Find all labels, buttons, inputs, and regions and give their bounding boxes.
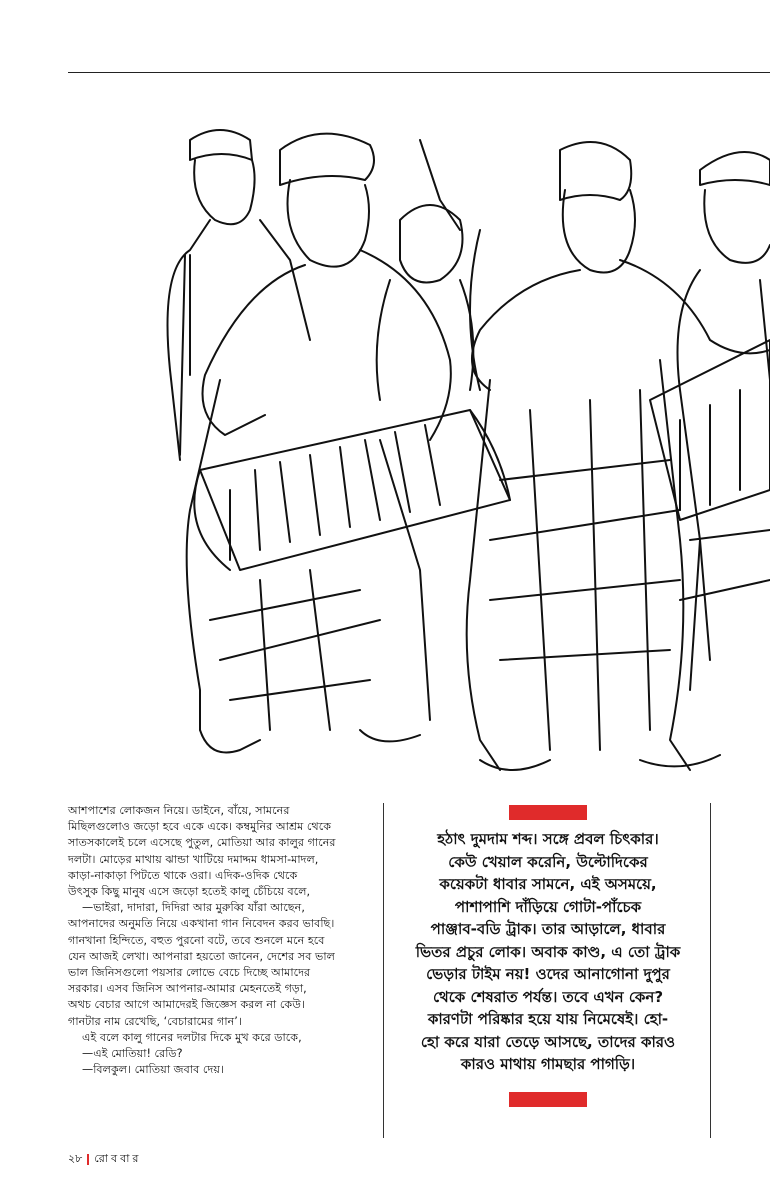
pull-quote-line: ভেড়ার টাইম নয়! ওদের আনাগোনা দুপুর: [426, 965, 670, 983]
figure-drummer-right: [650, 152, 770, 690]
article-body: [68, 803, 374, 1078]
body-line: —বিলকুল। মোতিয়া জবাব দেয়।: [82, 1063, 224, 1077]
pull-quote-bottom-bar: [509, 1092, 587, 1107]
page-footer: [68, 1150, 142, 1169]
body-line: কাড়া-নাকাড়া পিটতে থাকে ওরা। এদিক-ওদিক থেকে: [68, 868, 298, 882]
pull-quote-line: হঠাৎ দুমদাম শব্দ। সঙ্গে প্রবল চিৎকার।: [437, 830, 659, 848]
body-line: আশপাশের লোকজন নিয়ে। ডাইনে, বাঁয়ে, সামনের: [68, 804, 290, 817]
figure-left: [168, 130, 311, 460]
footer-separator: [87, 1154, 89, 1165]
figure-center-pointing: [420, 140, 770, 770]
body-line: মিছিলগুলোও জড়ো হবে একে একে। কম্বমুনির আশ্রম থেকে: [68, 820, 332, 834]
magazine-name: রোববার: [94, 1152, 142, 1165]
body-line: আপনাদের অনুমতি নিয়ে একখানা গান নিবেদন করব ভাবছি।: [68, 917, 335, 931]
pull-quote-line: ভিতর প্রচুর লোক। অবাক কাণ্ড, এ তো ট্রাক: [415, 942, 681, 961]
body-line: —ভাইরা, দাদারা, দিদিরা আর মুরুব্বি যাঁরা আছেন,: [82, 901, 305, 915]
column-divider-left: [383, 803, 384, 1138]
pull-quote-line: থেকে শেষরাত পর্যন্ত। তবে এখন কেন?: [432, 987, 664, 1006]
body-line: ভাল জিনিসগুলো পয়সার লোভে বেচে দিচ্ছে আমাদের: [68, 966, 311, 980]
body-line: উৎসুক কিছু মানুষ এসে জড়ো হতেই কালু চেঁচিয়ে বলে,: [68, 885, 311, 899]
body-line: দলটা। মোড়ের মাথায় ঝান্ডা খাটিয়ে দমাদ্দম ধামসা-মাদল,: [68, 852, 319, 866]
body-line: সরকার। এসব জিনিস আপনার-আমার মেহনতেই গড়া,: [68, 982, 307, 996]
pull-quote-line: কেউ খেয়াল করেনি, উল্টোদিকের: [448, 852, 648, 871]
top-rule: [68, 72, 770, 73]
pull-quote-line: কয়েকটা ধাবার সামনে, এই অসময়ে,: [439, 875, 657, 893]
pull-quote-line: কারণটা পরিষ্কার হয়ে যায় নিমেষেই। হো-: [427, 1010, 669, 1028]
body-line: —এই মোতিয়া! রেডি?: [82, 1047, 183, 1061]
body-line: গানটার নাম রেখেছি, ‘বেচারামের গান’।: [68, 1014, 242, 1028]
pull-quote-line: পাঞ্জাব-বডি ট্রাক। তার আড়ালে, ধাবার: [430, 920, 666, 938]
column-divider-right: [710, 803, 711, 1138]
body-line: এই বলে কালু গানের দলটার দিকে মুখ করে ডাকে,: [82, 1030, 302, 1044]
pull-quote-line: পাশাপাশি দাঁড়িয়ে গোটা-পাঁচেক: [454, 897, 642, 916]
body-line: গানখানা হিন্দিতে, বহুত পুরনো বটে, তবে শুনলে মনে হবে: [68, 933, 325, 947]
pull-quote: [393, 828, 703, 1076]
folk-drummers-illustration: [60, 80, 770, 780]
pull-quote-top-bar: [509, 805, 587, 820]
body-line: যেন আজই লেখা। আপনারা হয়তো জানেন, দেশের সব ভাল: [68, 949, 335, 963]
pull-quote-line: কারও মাথায় গামছার পাগড়ি।: [460, 1055, 636, 1073]
body-line: সাতসকালেই চলে এসেছে পুতুল, মোতিয়া আর কালুর গানের: [68, 836, 336, 850]
pull-quote-line: হো করে যারা তেড়ে আসছে, তাদের কারও: [420, 1032, 676, 1051]
page-number: ২৮: [68, 1152, 83, 1165]
body-line: অথচ বেচার আগে আমাদেরই জিজ্ঞেস করল না কেউ।: [68, 998, 305, 1012]
